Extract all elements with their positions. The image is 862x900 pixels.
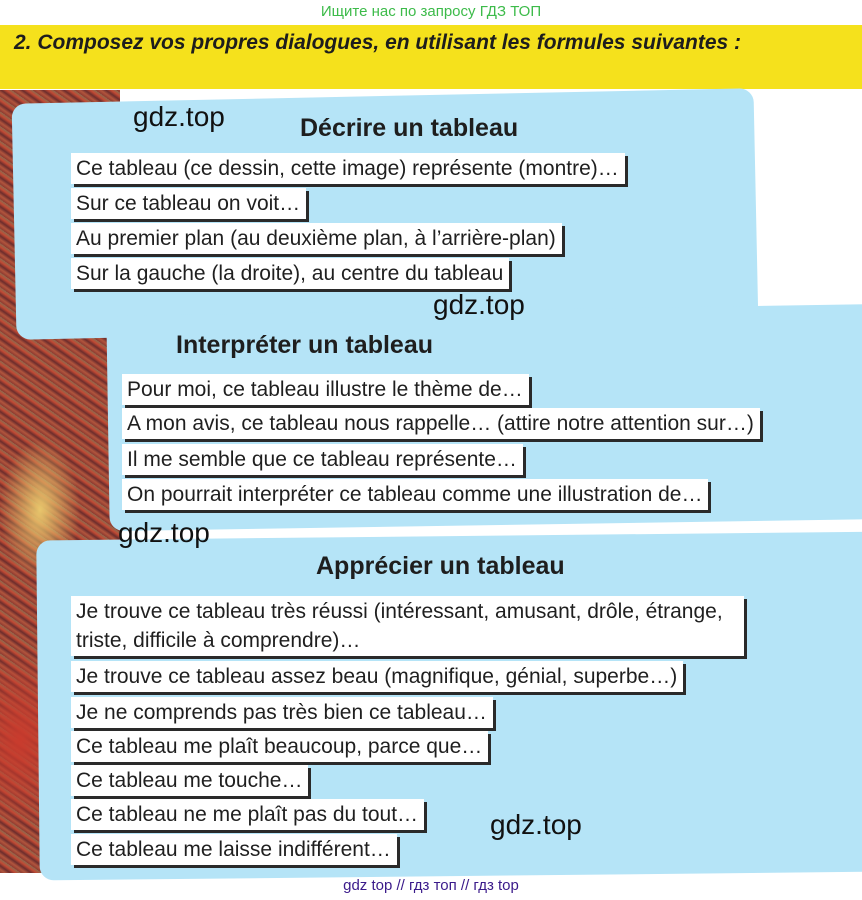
- phrase-item: Je ne comprends pas très bien ce tableau…: [71, 697, 493, 728]
- watermark: gdz.top: [433, 289, 525, 320]
- phrase-item: Ce tableau me laisse indifférent…: [71, 834, 397, 865]
- phrase-item: On pourrait interpréter ce tableau comme une illustration de…: [122, 479, 708, 510]
- watermark: gdz.top: [490, 809, 582, 840]
- phrase-item: Pour moi, ce tableau illustre le thème de…: [122, 374, 529, 405]
- phrase-item: Je trouve ce tableau assez beau (magnifique, génial, superbe…): [71, 661, 683, 692]
- phrase-item: Ce tableau (ce dessin, cette image) représente (montre)…: [71, 153, 625, 184]
- phrase-item: Je trouve ce tableau très réussi (intéressant, amusant, drôle, étrange, triste, difficile à comprendre)…: [71, 596, 744, 656]
- phrase-item: Sur ce tableau on voit…: [71, 188, 306, 219]
- footer-links[interactable]: gdz top // гдз топ // гдз top: [343, 877, 519, 894]
- section-title-describe: Décrire un tableau: [300, 114, 519, 142]
- phrase-item: Il me semble que ce tableau représente…: [122, 444, 523, 475]
- phrase-item: Ce tableau me touche…: [71, 765, 308, 796]
- phrase-item: Ce tableau ne me plaît pas du tout…: [71, 799, 424, 830]
- phrase-item: Ce tableau me plaît beaucoup, parce que…: [71, 731, 488, 762]
- watermark: gdz.top: [133, 101, 225, 132]
- task-instruction: 2. Composez vos propres dialogues, en utilisant les formules suivantes :: [0, 25, 862, 89]
- phrase-item: Sur la gauche (la droite), au centre du tableau: [71, 258, 509, 289]
- section-title-appreciate: Apprécier un tableau: [316, 552, 565, 580]
- search-hint-link[interactable]: Ищите нас по запросу ГДЗ ТОП: [320, 3, 542, 20]
- section-title-interpret: Interpréter un tableau: [176, 331, 433, 359]
- phrase-item: A mon avis, ce tableau nous rappelle… (attire notre attention sur…): [122, 408, 760, 439]
- phrase-item: Au premier plan (au deuxième plan, à l’arrière-plan): [71, 223, 562, 254]
- watermark: gdz.top: [118, 517, 210, 548]
